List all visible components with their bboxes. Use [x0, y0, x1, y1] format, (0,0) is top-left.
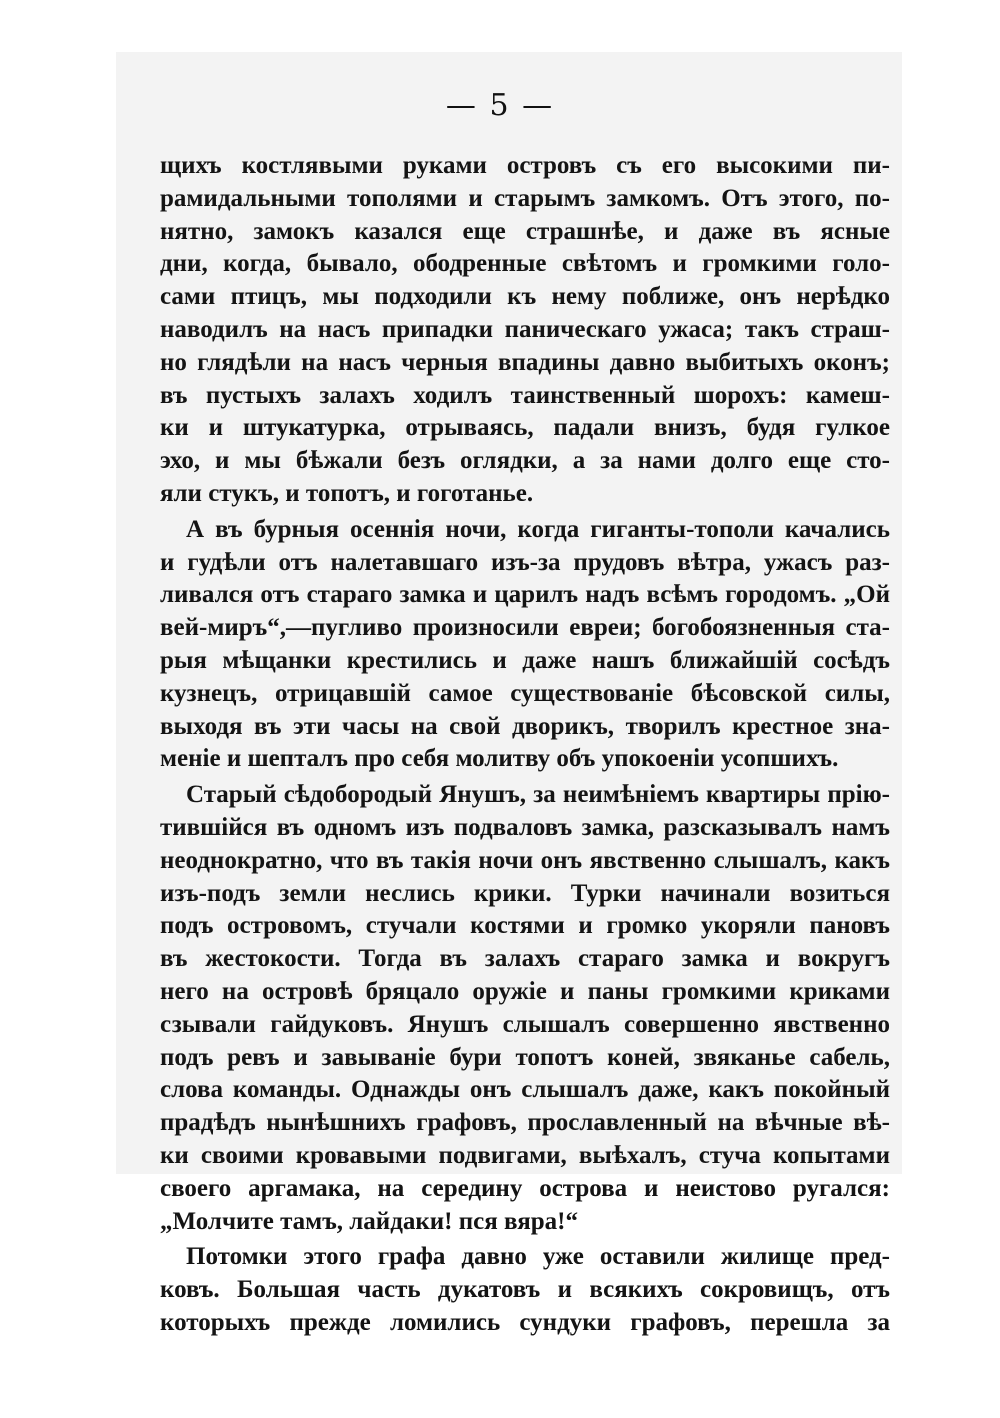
text-line: наводилъ на насъ припадки паническаго ужаса; такъ страш-	[160, 315, 890, 343]
text-line: яли стукъ, и топотъ, и гоготанье.	[160, 479, 534, 507]
text-line: въ пустыхъ залахъ ходилъ таинственный шорохъ: камеш-	[160, 381, 890, 409]
text-line: прадѣдъ нынѣшнихъ графовъ, прославленный на вѣчные вѣ-	[160, 1109, 890, 1137]
text-line: рыя мѣщанки крестились и даже нашъ ближайшій сосѣдъ	[160, 646, 890, 674]
paragraph	[160, 779, 890, 1238]
text-line: и гудѣли отъ налетавшаго изъ-за прудовъ вѣтра, ужасъ раз-	[160, 548, 890, 576]
text-line: „Молчите тамъ, лайдаки! пся вяра!“	[160, 1207, 578, 1235]
text-line: А въ бурныя осеннія ночи, когда гиганты-тополи качались	[186, 515, 890, 543]
text-line: ки и штукатурка, отрываясь, падали внизъ, будя гулкое	[160, 414, 890, 442]
text-line: подъ островомъ, стучали костями и громко укоряли пановъ	[160, 912, 890, 940]
text-line: сзывали гайдуковъ. Янушъ слышалъ совершенно явственно	[160, 1010, 890, 1038]
text-line: него на островѣ бряцало оружіе и паны громкими криками	[160, 977, 890, 1005]
paragraph	[160, 1241, 890, 1339]
text-line: выходя въ эти часы на свой дворикъ, творилъ крестное зна-	[160, 712, 890, 740]
text-line: неоднократно, что въ такія ночи онъ явственно слышалъ, какъ	[160, 846, 890, 874]
text-line: подъ ревъ и завываніе бури топотъ коней, звяканье сабель,	[160, 1043, 890, 1071]
text-line: своего аргамака, на середину острова и неистово ругался:	[160, 1174, 890, 1202]
text-line: въ жестокости. Тогда въ залахъ стараго замка и вокругъ	[160, 945, 890, 973]
text-line: но глядѣли на насъ черныя впадины давно выбитыхъ оконъ;	[160, 348, 890, 376]
text-line: слова команды. Однажды онъ слышалъ даже, какъ покойный	[160, 1076, 890, 1104]
text-line: ковъ. Большая часть дукатовъ и всякихъ сокровищъ, отъ	[160, 1276, 890, 1304]
text-line: эхо, и мы бѣжали безъ оглядки, а за нами долго еще сто-	[160, 447, 890, 475]
text-line: сами птицъ, мы подходили къ нему поближе, онъ нерѣдко	[160, 283, 890, 311]
text-line: рамидальными тополями и старымъ замкомъ. Отъ этого, по-	[160, 184, 890, 212]
text-line: вей-миръ“,—пугливо произносили евреи; богобоязненныя ста-	[160, 614, 890, 642]
text-line: кузнецъ, отрицавшій самое существованіе бѣсовской силы,	[160, 679, 890, 707]
paragraph	[160, 150, 890, 511]
text-line: Потомки этого графа давно уже оставили жилище пред-	[186, 1243, 890, 1271]
page-number: — 5 —	[445, 88, 555, 123]
text-line: нятно, замокъ казался еще страшнѣе, и даже въ ясные	[160, 217, 890, 245]
text-line: ки своими кровавыми подвигами, выѣхалъ, стуча копытами	[160, 1141, 890, 1169]
text-line: ливался отъ стараго замка и царилъ надъ всѣмъ городомъ. „Ой	[160, 581, 890, 609]
text-line: меніе и шепталъ про себя молитву объ упокоеніи усопшихъ.	[160, 745, 839, 773]
text-line: изъ-подъ земли неслись крики. Турки начинали возиться	[160, 879, 890, 907]
paragraph	[160, 514, 890, 776]
text-line: Старый сѣдобородый Янушъ, за неимѣніемъ квартиры прію-	[186, 781, 890, 809]
text-line: щихъ костлявыми руками островъ съ его высокими пи-	[160, 152, 890, 179]
page-text	[160, 150, 890, 1340]
text-line: которыхъ прежде ломились сундуки графовъ, перешла за	[160, 1308, 890, 1336]
text-line: дни, когда, бывало, ободренные свѣтомъ и громкими голо-	[160, 250, 890, 278]
text-line: тившійся въ одномъ изъ подваловъ замка, разсказывалъ намъ	[160, 813, 890, 841]
